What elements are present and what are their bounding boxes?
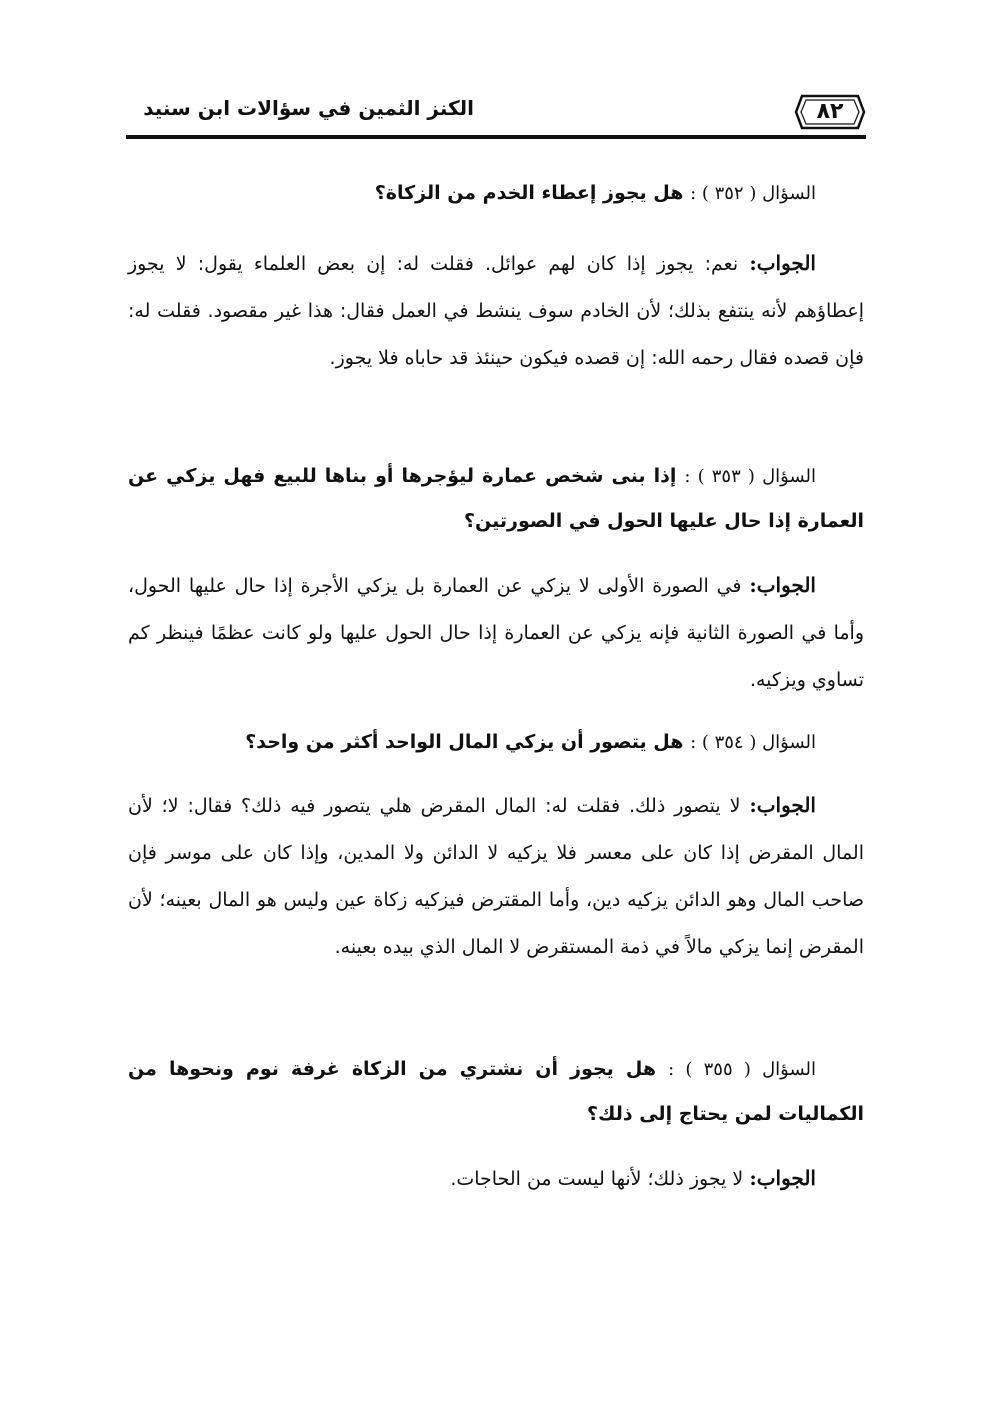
page-number-ornament: [794, 94, 866, 130]
answer-355: [128, 1155, 864, 1203]
question-label: السؤال ( ٣٥٤ ) :: [690, 732, 816, 753]
answer-352: [128, 240, 864, 382]
page-number: ٨٢: [816, 99, 844, 124]
question-355: [128, 1047, 864, 1136]
question-text: إذا بنى شخص عمارة ليؤجرها أو بناها للبيع فهل يزكي عن العمارة إذا حال عليها الحول في الصورتين؟: [128, 465, 864, 532]
question-text: هل يجوز إعطاء الخدم من الزكاة؟: [374, 182, 684, 204]
answer-label: الجواب:: [749, 573, 816, 597]
question-label: السؤال ( ٣٥٢ ) :: [690, 183, 816, 204]
question-label: السؤال ( ٣٥٥ ) :: [668, 1059, 817, 1080]
question-353: [128, 454, 864, 543]
question-352: [128, 171, 864, 216]
answer-text: لا يجوز ذلك؛ لأنها ليست من الحاجات.: [450, 1168, 744, 1190]
answer-text: نعم: يجوز إذا كان لهم عوائل. فقلت له: إن بعض العلماء يقول: لا يجوز إعطاؤهم لأنه ينتفع بذلك؛ لأن الخادم سوف ينشط في العمل فقال: هذا غير مقصود. فقلت له: فإن قصده فقال رحمه الله: إن قصده فيكون حينئذ قد حاباه فلا يجوز.: [128, 253, 864, 369]
answer-text: لا يتصور ذلك. فقلت له: المال المقرض هلي يتصور فيه ذلك؟ فقال: لا؛ لأن المال المقرض إذا كان على معسر فلا يزكيه لا الدائن ولا المدين، وإذا كان على موسر فإن صاحب المال وهو الدائن يزكيه دين، وأما المقترض فيزكيه زكاة عين وليس هو المال بعينه؛ لأن المقرض إنما يزكي مالاً في ذمة المستقرض لا المال الذي بيده بعينه.: [128, 795, 864, 958]
answer-label: الجواب:: [749, 793, 816, 817]
book-title: الكنز الثمين في سؤالات ابن سنيد: [143, 96, 474, 120]
answer-label: الجواب:: [749, 251, 816, 275]
question-text: هل يجوز أن نشتري من الزكاة غرفة نوم ونحوها من الكماليات لمن يحتاج إلى ذلك؟: [128, 1058, 864, 1125]
question-text: هل يتصور أن يزكي المال الواحد أكثر من واحد؟: [245, 731, 684, 753]
answer-354: [128, 782, 864, 971]
answer-353: [128, 562, 864, 704]
question-label: السؤال ( ٣٥٣ ) :: [684, 466, 816, 487]
header-divider: [126, 135, 866, 139]
page-header: [126, 90, 866, 136]
question-354: [128, 720, 864, 765]
answer-text: في الصورة الأولى لا يزكي عن العمارة بل يزكي الأجرة إذا حال عليها الحول، وأما في الصورة الثانية فإنه يزكي عن العمارة إذا حال الحول عليها ولو كانت عظمًا فينظر كم تساوي ويزكيه.: [128, 575, 864, 691]
answer-label: الجواب:: [749, 1166, 816, 1190]
